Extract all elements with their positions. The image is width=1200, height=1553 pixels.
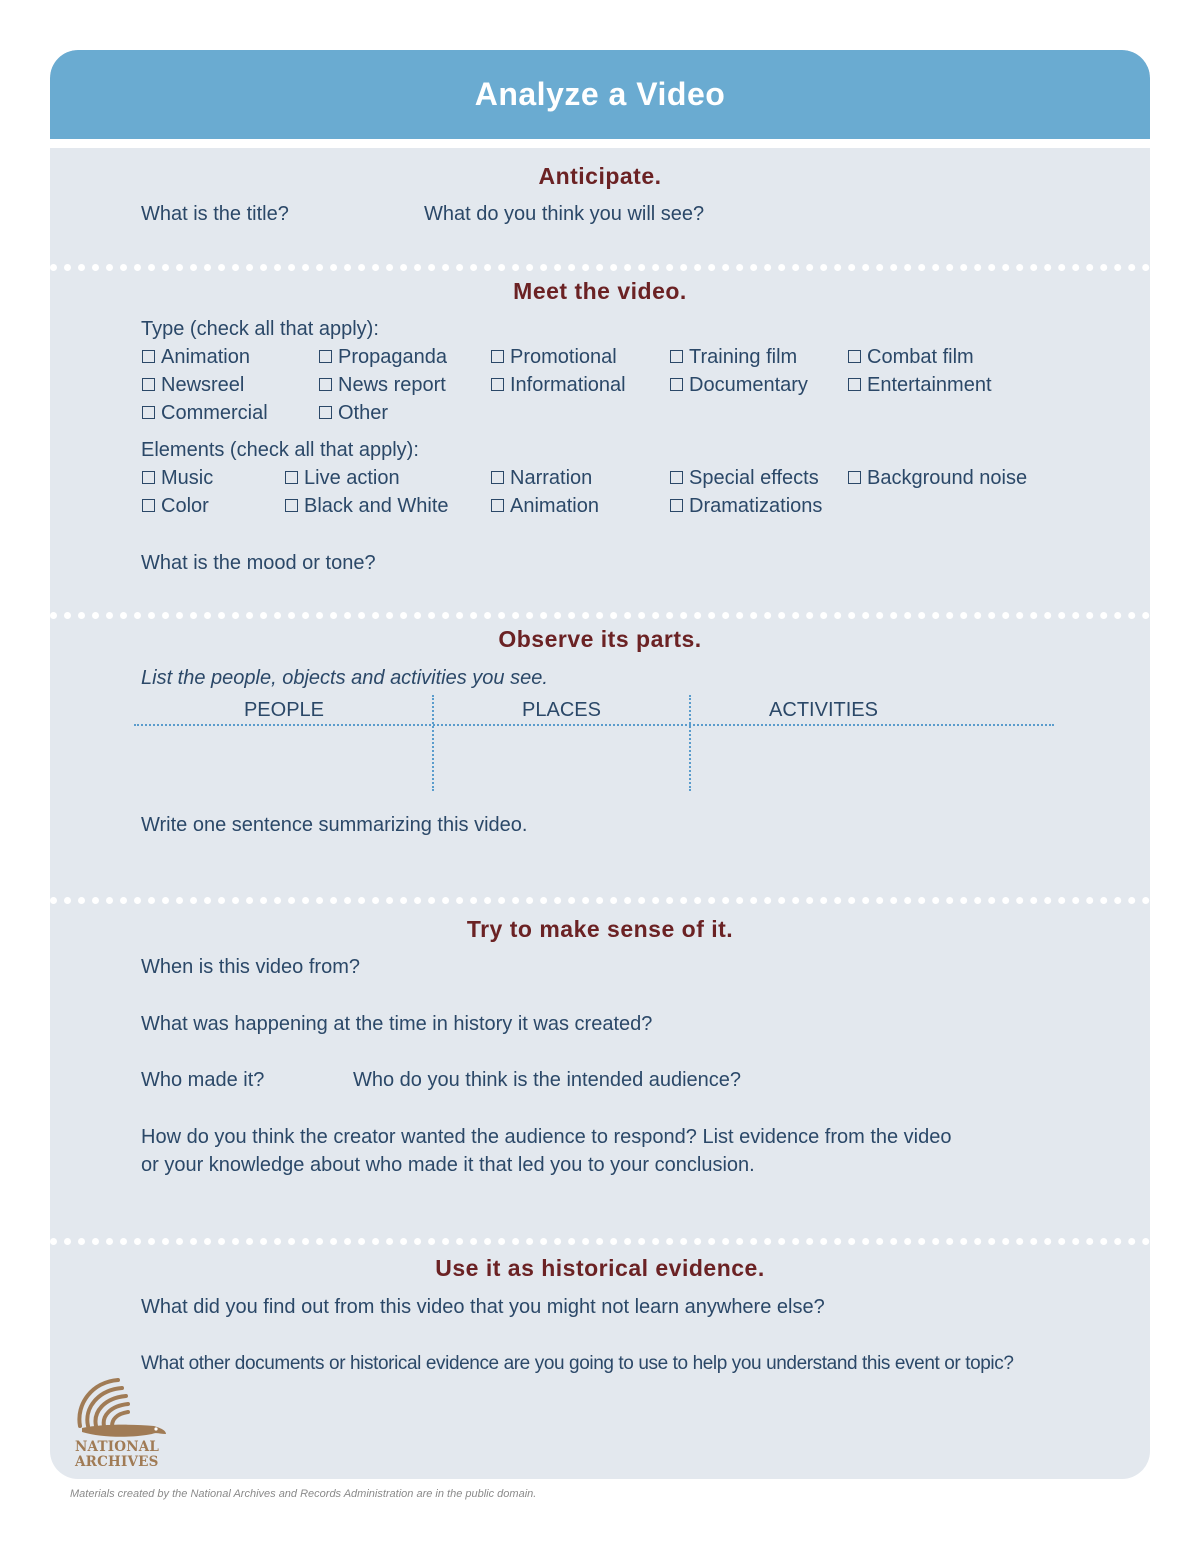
header-bar bbox=[50, 50, 1150, 139]
type-label: Type (check all that apply): bbox=[141, 318, 379, 340]
worksheet-card bbox=[50, 50, 1150, 1479]
checkbox-animation-element[interactable]: Animation bbox=[491, 495, 599, 518]
checkbox-black-and-white[interactable]: Black and White bbox=[285, 495, 449, 518]
elements-label: Elements (check all that apply): bbox=[141, 439, 419, 461]
checkbox-newsreel[interactable]: Newsreel bbox=[142, 374, 244, 397]
question-title: What is the title? bbox=[141, 203, 289, 225]
checkbox-icon[interactable] bbox=[142, 499, 155, 512]
checkbox-music[interactable]: Music bbox=[142, 467, 213, 490]
checkbox-icon[interactable] bbox=[285, 499, 298, 512]
checkbox-background-noise[interactable]: Background noise bbox=[848, 467, 1027, 490]
section-divider bbox=[50, 897, 1150, 904]
checkbox-icon[interactable] bbox=[319, 378, 332, 391]
national-archives-logo bbox=[62, 1374, 172, 1474]
section-divider bbox=[50, 612, 1150, 619]
question-happening: What was happening at the time in history it was created? bbox=[141, 1013, 653, 1035]
checkbox-color[interactable]: Color bbox=[142, 495, 209, 518]
evidence-heading: Use it as historical evidence. bbox=[435, 1255, 765, 1281]
sense-heading: Try to make sense of it. bbox=[466, 916, 734, 942]
anticipate-heading: Anticipate. bbox=[538, 163, 662, 189]
checkbox-informational[interactable]: Informational bbox=[491, 374, 626, 397]
question-summary: Write one sentence summarizing this video. bbox=[141, 814, 528, 836]
section-divider bbox=[50, 1238, 1150, 1245]
checkbox-icon[interactable] bbox=[142, 378, 155, 391]
question-who-made: Who made it? bbox=[141, 1069, 265, 1091]
question-respond-line1: How do you think the creator wanted the audience to respond? List evidence from the video bbox=[141, 1126, 952, 1148]
checkbox-training-film[interactable]: Training film bbox=[670, 346, 797, 369]
checkbox-animation[interactable]: Animation bbox=[142, 346, 250, 369]
checkbox-other[interactable]: Other bbox=[319, 402, 388, 425]
page-title: Analyze a Video bbox=[474, 76, 726, 112]
question-will-see: What do you think you will see? bbox=[424, 203, 705, 225]
checkbox-icon[interactable] bbox=[285, 471, 298, 484]
section-divider bbox=[50, 264, 1150, 271]
meet-heading: Meet the video. bbox=[513, 278, 687, 304]
checkbox-icon[interactable] bbox=[319, 350, 332, 363]
question-other-evidence: What other documents or historical evidence are you going to use to help you understand this event or topic? bbox=[141, 1353, 1014, 1374]
checkbox-icon[interactable] bbox=[142, 350, 155, 363]
question-audience: Who do you think is the intended audience? bbox=[353, 1069, 742, 1091]
observe-heading: Observe its parts. bbox=[498, 626, 702, 652]
column-places: PLACES bbox=[522, 699, 601, 721]
question-find-out: What did you find out from this video that you might not learn anywhere else? bbox=[141, 1296, 825, 1318]
table-header-rule bbox=[134, 724, 1054, 726]
checkbox-icon[interactable] bbox=[491, 499, 504, 512]
checkbox-icon[interactable] bbox=[142, 471, 155, 484]
checkbox-icon[interactable] bbox=[491, 378, 504, 391]
checkbox-documentary[interactable]: Documentary bbox=[670, 374, 808, 397]
checkbox-icon[interactable] bbox=[848, 350, 861, 363]
column-activities: ACTIVITIES bbox=[769, 699, 878, 721]
checkbox-icon[interactable] bbox=[670, 471, 683, 484]
checkbox-icon[interactable] bbox=[319, 406, 332, 419]
checkbox-icon[interactable] bbox=[491, 471, 504, 484]
header-separator bbox=[50, 139, 1150, 148]
question-respond-line2: or your knowledge about who made it that led you to your conclusion. bbox=[141, 1154, 755, 1176]
checkbox-icon[interactable] bbox=[670, 350, 683, 363]
checkbox-commercial[interactable]: Commercial bbox=[142, 402, 268, 425]
checkbox-icon[interactable] bbox=[142, 406, 155, 419]
footer-note: Materials created by the National Archives and Records Administration are in the public domain. bbox=[70, 1488, 537, 1500]
logo-line-national: NATIONAL bbox=[75, 1439, 160, 1455]
observe-instruction: List the people, objects and activities you see. bbox=[141, 667, 548, 689]
checkbox-promotional[interactable]: Promotional bbox=[491, 346, 617, 369]
checkbox-live-action[interactable]: Live action bbox=[285, 467, 400, 490]
checkbox-combat-film[interactable]: Combat film bbox=[848, 346, 974, 369]
checkbox-narration[interactable]: Narration bbox=[491, 467, 592, 490]
checkbox-dramatizations[interactable]: Dramatizations bbox=[670, 495, 822, 518]
column-divider bbox=[689, 695, 691, 791]
checkbox-entertainment[interactable]: Entertainment bbox=[848, 374, 992, 397]
checkbox-icon[interactable] bbox=[670, 499, 683, 512]
column-people: PEOPLE bbox=[243, 699, 325, 721]
logo-line-archives: ARCHIVES bbox=[75, 1454, 159, 1470]
checkbox-special-effects[interactable]: Special effects bbox=[670, 467, 819, 490]
checkbox-icon[interactable] bbox=[491, 350, 504, 363]
checkbox-icon[interactable] bbox=[670, 378, 683, 391]
checkbox-icon[interactable] bbox=[848, 471, 861, 484]
column-divider bbox=[432, 695, 434, 791]
question-when: When is this video from? bbox=[141, 956, 360, 978]
checkbox-news-report[interactable]: News report bbox=[319, 374, 446, 397]
checkbox-icon[interactable] bbox=[848, 378, 861, 391]
checkbox-propaganda[interactable]: Propaganda bbox=[319, 346, 447, 369]
question-mood: What is the mood or tone? bbox=[141, 552, 376, 574]
